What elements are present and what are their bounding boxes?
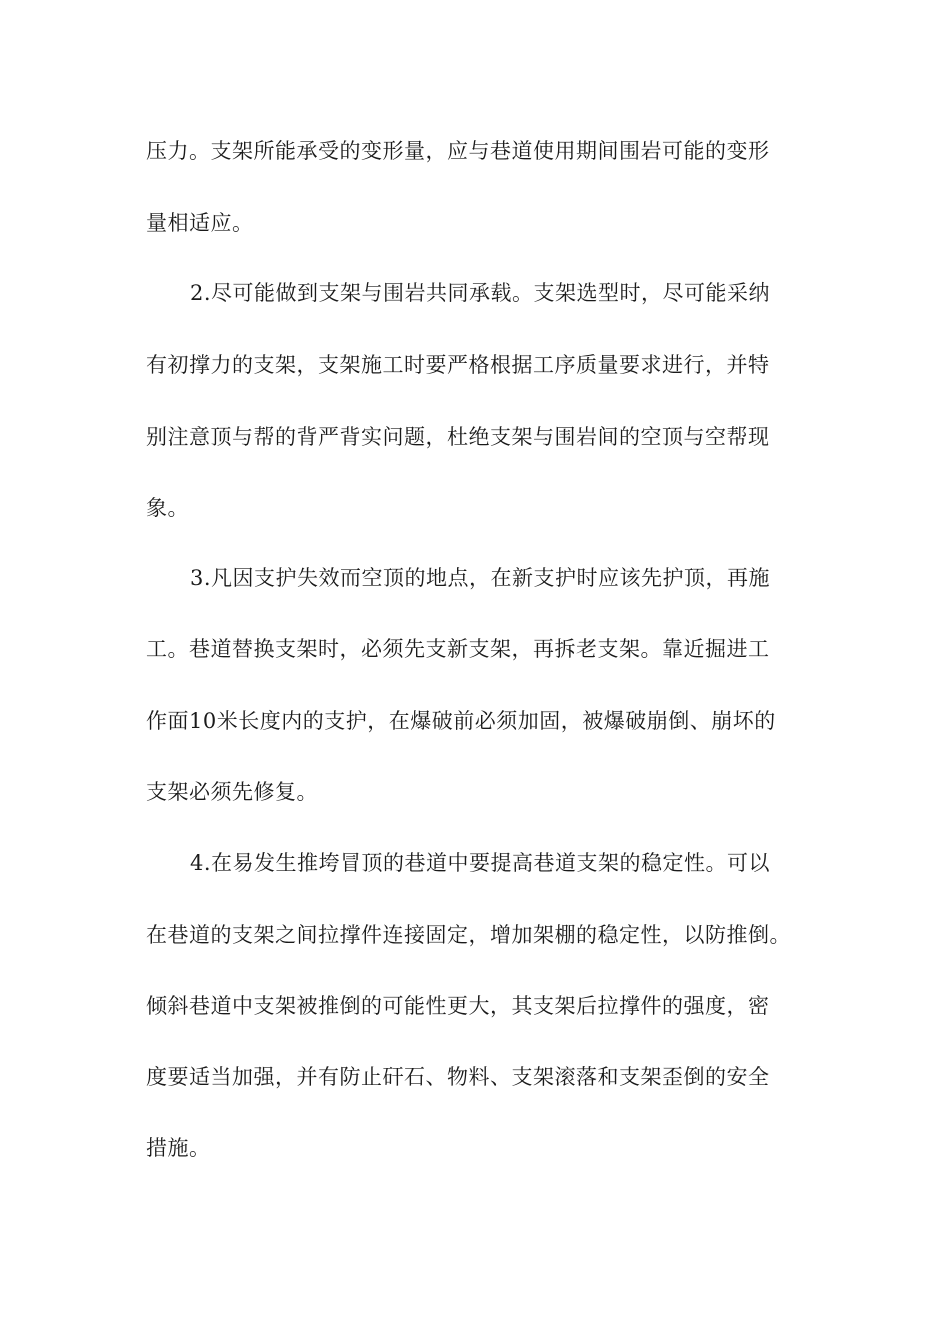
text-line-15: 措施。 <box>146 1136 211 1160</box>
text-line-7: 3.凡因支护失效而空顶的地点，在新支护时应该先护顶，再施 <box>190 566 771 590</box>
text-line-12: 在巷道的支架之间拉撑件连接固定，增加架棚的稳定性，以防推倒。 <box>146 923 791 947</box>
text-line-10: 支架必须先修复。 <box>146 780 318 804</box>
text-line-1: 压力。支架所能承受的变形量，应与巷道使用期间围岩可能的变形 <box>146 139 770 163</box>
text-line-5: 别注意顶与帮的背严背实问题，杜绝支架与围岩间的空顶与空帮现 <box>146 425 770 449</box>
text-line-2: 量相适应。 <box>146 211 254 235</box>
text-line-4: 有初撑力的支架，支架施工时要严格根据工序质量要求进行，并特 <box>146 353 770 377</box>
text-line-3: 2.尽可能做到支架与围岩共同承载。支架选型时，尽可能采纳 <box>190 281 771 305</box>
text-line-14: 度要适当加强，并有防止矸石、物料、支架滚落和支架歪倒的安全 <box>146 1065 770 1089</box>
text-line-6: 象。 <box>146 496 189 520</box>
text-line-11: 4.在易发生推垮冒顶的巷道中要提高巷道支架的稳定性。可以 <box>190 851 771 875</box>
text-line-9: 作面10米长度内的支护，在爆破前必须加固，被爆破崩倒、崩坏的 <box>146 709 776 733</box>
text-line-8: 工。巷道替换支架时，必须先支新支架，再拆老支架。靠近掘进工 <box>146 637 770 661</box>
text-line-13: 倾斜巷道中支架被推倒的可能性更大，其支架后拉撑件的强度，密 <box>146 994 770 1018</box>
